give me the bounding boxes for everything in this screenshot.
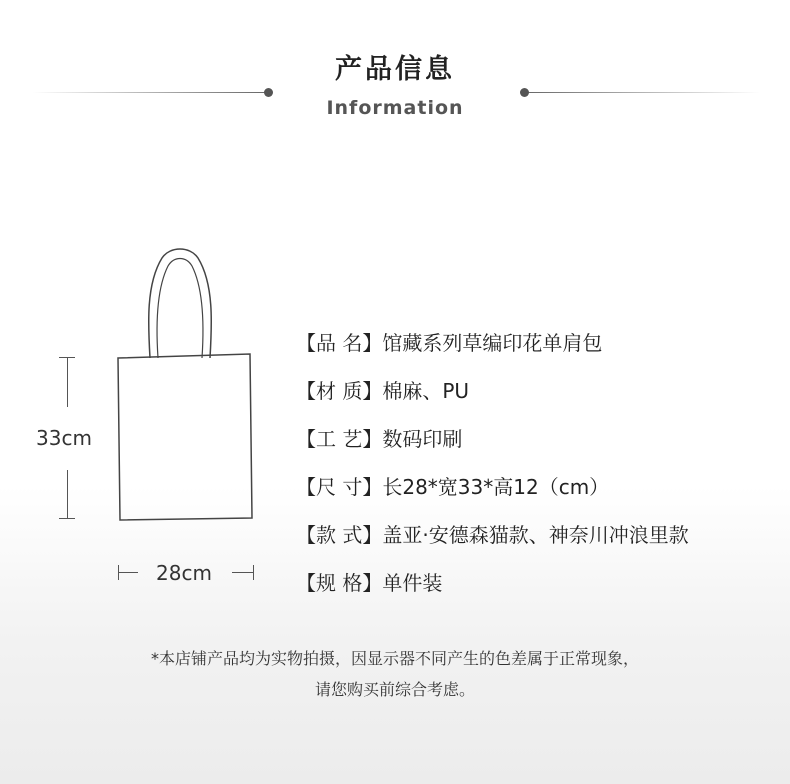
width-dimension-label: 28cm: [156, 561, 212, 585]
height-dim-bottom-cap: [59, 518, 75, 519]
spec-value: 单件装: [382, 571, 443, 595]
spec-row-craft: [296, 423, 462, 452]
spec-row-size: [296, 471, 609, 500]
width-dim-left-line: [118, 572, 138, 573]
section-title: 产品信息: [335, 54, 455, 85]
section-subtitle: Information: [326, 97, 464, 119]
width-dim-right-line: [232, 572, 254, 573]
tote-bag-handle-inner: [157, 259, 203, 359]
height-dim-lower-line: [67, 470, 68, 518]
divider-right: [524, 92, 760, 93]
tote-bag-body: [118, 354, 252, 520]
spec-row-package: [296, 567, 442, 596]
spec-value: 长28*宽33*高12（cm）: [382, 475, 610, 499]
divider-dot-right: [520, 88, 529, 97]
height-dimension-label: 33cm: [36, 426, 92, 450]
height-dim-upper-line: [67, 357, 68, 407]
spec-row-style: [296, 519, 689, 548]
width-dim-right-cap: [253, 565, 254, 580]
spec-row-material: [296, 375, 469, 404]
divider-left: [32, 92, 268, 93]
spec-value: 馆藏系列草编印花单肩包: [382, 331, 603, 355]
spec-key: 【规 格】: [296, 571, 383, 595]
divider-dot-left: [264, 88, 273, 97]
spec-value: 数码印刷: [382, 427, 463, 451]
spec-key: 【款 式】: [296, 523, 383, 547]
spec-key: 【尺 寸】: [296, 475, 383, 499]
notice-line-1: *本店铺产品均为实物拍摄，因显示器不同产生的色差属于正常现象，: [150, 649, 639, 668]
spec-key: 【品 名】: [296, 331, 383, 355]
spec-value: 棉麻、PU: [382, 379, 470, 403]
spec-value: 盖亚·安德森猫款、神奈川冲浪里款: [382, 523, 689, 547]
spec-key: 【材 质】: [296, 379, 383, 403]
spec-row-name: [296, 327, 602, 356]
tote-bag-illustration: [110, 244, 270, 526]
notice-line-2: 请您购买前综合考虑。: [314, 680, 475, 699]
spec-key: 【工 艺】: [296, 427, 383, 451]
